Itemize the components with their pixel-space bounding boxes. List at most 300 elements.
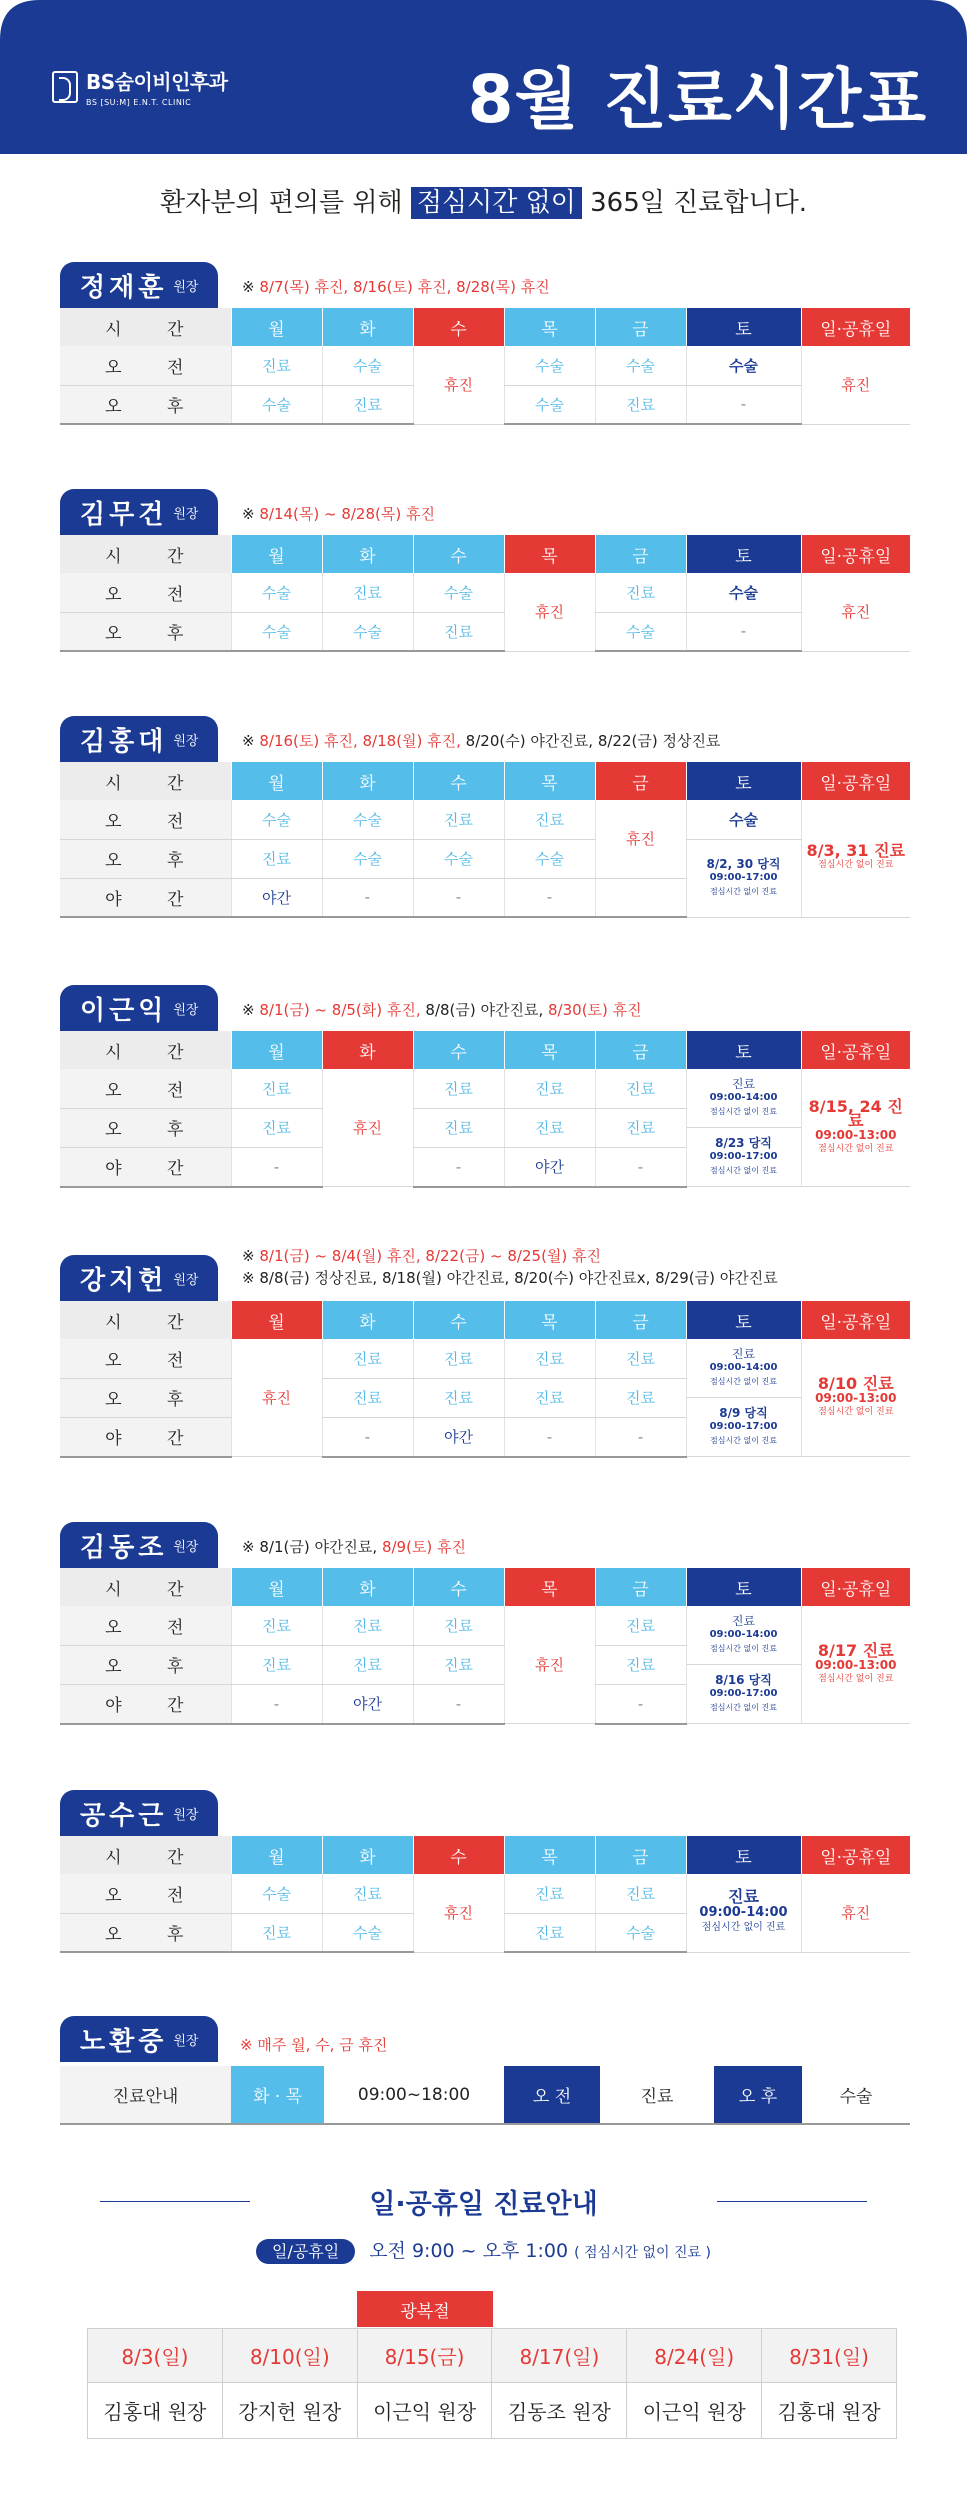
holiday-table (87, 2328, 897, 2439)
cell: 진료 (595, 1378, 686, 1417)
note-mark: ※ (242, 278, 260, 296)
cell: - (413, 1684, 504, 1723)
cell-closed: 휴진 (504, 1606, 595, 1724)
cell: - (686, 612, 801, 651)
cell: 수술 (231, 800, 322, 839)
cell: - (595, 1417, 686, 1456)
doctor-name: 김동조 (80, 1532, 168, 1563)
noh-am-value: 진료 (600, 2066, 714, 2124)
doctor-name: 정재훈 (80, 272, 168, 303)
row-label-night: 야 간 (60, 1417, 231, 1456)
header-sat: 토 (686, 308, 801, 346)
row-label-pm: 오 후 (60, 1108, 231, 1147)
schedule-note (242, 999, 642, 1021)
cell: 진료 (504, 1913, 595, 1952)
schedule-note (242, 1536, 466, 1558)
holiday-hours (0, 2236, 967, 2263)
noh-hours: 09:00~18:00 (324, 2066, 504, 2124)
noh-pm-label: 오 후 (714, 2066, 802, 2124)
holiday-date: 8/31(일) (762, 2329, 897, 2383)
header-thu: 목 (504, 1031, 595, 1069)
row-label-pm: 오 후 (60, 385, 231, 424)
header-mon: 월 (231, 1836, 322, 1874)
sunday-small: 점심시간 없이 진료 (818, 1143, 894, 1154)
note-mark: ※ (242, 1001, 260, 1019)
clinic-logo (52, 66, 228, 107)
header-thu: 목 (504, 1301, 595, 1339)
noh-days: 화 · 목 (231, 2066, 324, 2124)
schedule-note: ※ 매주 월, 수, 금 휴진 (240, 2036, 388, 2054)
header-row (60, 762, 910, 800)
sat-hours: 09:00-14:00 (699, 1905, 788, 1921)
doctor-name: 김무건 (80, 499, 168, 530)
cell: 수술 (322, 1913, 413, 1952)
note-black: 8/8(금) 정상진료, 8/18(월) 야간진료, 8/20(수) 야간진료x, 8/29(금) 야간진료 (259, 1269, 778, 1287)
cell: 수술 (686, 573, 801, 612)
holiday-doctor: 김홍대 원장 (88, 2383, 223, 2439)
header-wed: 수 (413, 535, 504, 573)
schedule-table (60, 535, 910, 652)
header-tue: 화 (322, 1568, 413, 1606)
cell: 진료 (322, 1874, 413, 1913)
header-thu: 목 (504, 535, 595, 573)
note-mark: ※ (242, 732, 260, 750)
header-row (60, 1301, 910, 1339)
schedule-table (60, 1568, 910, 1725)
row-label-pm: 오 후 (60, 1645, 231, 1684)
header-wed: 수 (413, 1568, 504, 1606)
row-label-pm: 오 후 (60, 612, 231, 651)
cell: 진료 (504, 1378, 595, 1417)
cell: - (322, 1417, 413, 1456)
cell-closed: 휴진 (801, 346, 910, 424)
cell: 진료 (413, 800, 504, 839)
schedule-table (60, 1301, 910, 1458)
cell: 진료 (231, 1069, 322, 1108)
header-wed: 수 (413, 762, 504, 800)
doctor-name-tag (60, 1790, 218, 1836)
doctor-name-tag (60, 1255, 218, 1301)
header-wed: 수 (413, 1031, 504, 1069)
cell-sunday (801, 1339, 910, 1457)
cell: 진료 (231, 1606, 322, 1645)
header-fri: 금 (595, 535, 686, 573)
header-fri: 금 (595, 762, 686, 800)
cell: - (231, 1147, 322, 1186)
cell-sunday (801, 800, 910, 917)
cell: - (413, 878, 504, 917)
note-red: 8/16(토) 휴진, 8/18(월) 휴진, (259, 732, 461, 750)
header-wed: 수 (413, 1301, 504, 1339)
row-label-am: 오 전 (60, 800, 231, 839)
doctor-section-kim-mugeon (60, 489, 910, 659)
doctor-name-tag (60, 1522, 218, 1568)
sat-am-small: 점심시간 없이 진료 (710, 1377, 777, 1386)
header-sat: 토 (686, 1836, 801, 1874)
holiday-hours-text: 오전 9:00 ~ 오후 1:00 (369, 2240, 569, 2262)
cell: 진료 (504, 1108, 595, 1147)
cell-closed: 휴진 (231, 1339, 322, 1457)
sat-am-small: 점심시간 없이 진료 (710, 1644, 777, 1653)
holiday-pill: 일/공휴일 (256, 2239, 355, 2264)
schedule-table (60, 308, 910, 425)
intro-pre: 환자분의 편의를 위해 (160, 188, 411, 218)
sat-am-block (687, 1069, 801, 1127)
cell: - (504, 878, 595, 917)
header-fri: 금 (595, 1031, 686, 1069)
cell: 진료 (322, 573, 413, 612)
schedule-note (242, 1245, 601, 1267)
header-thu: 목 (504, 1568, 595, 1606)
note-red: 8/1(금) ~ 8/5(화) 휴진, (259, 1001, 421, 1019)
sat-am-main: 진료 (731, 1077, 756, 1091)
sunday-hours: 09:00-13:00 (815, 1127, 897, 1142)
cell: 진료 (322, 385, 413, 424)
doctor-name: 이근익 (80, 995, 168, 1026)
header-time: 시 간 (60, 535, 231, 573)
cell: 수술 (231, 573, 322, 612)
table-row (60, 1606, 910, 1645)
noh-schedule-table (60, 2066, 910, 2125)
header-fri: 금 (595, 308, 686, 346)
note-red: 8/9(토) 휴진 (381, 1538, 467, 1556)
table-row (60, 1874, 910, 1913)
doctor-section-kang-jiheon (60, 1245, 910, 1467)
cell-closed: 휴진 (595, 800, 686, 878)
cell: 진료 (322, 1339, 413, 1378)
header-sun: 일·공휴일 (801, 762, 910, 800)
header-mon: 월 (231, 762, 322, 800)
sat-am-hours: 09:00-14:00 (709, 1362, 778, 1373)
cell: 진료 (231, 1913, 322, 1952)
doctor-title: 원장 (173, 733, 199, 749)
header-sat: 토 (686, 1301, 801, 1339)
cell-saturday (686, 1606, 801, 1724)
header-sun: 일·공휴일 (801, 1031, 910, 1069)
cell: 진료 (413, 1606, 504, 1645)
sunday-small: 점심시간 없이 진료 (818, 860, 894, 871)
cell: - (322, 878, 413, 917)
doctor-name-tag (60, 985, 218, 1031)
doctor-section-gong-sugeun (60, 1790, 910, 1960)
header-mon: 월 (231, 1301, 322, 1339)
holiday-doctor: 이근익 원장 (627, 2383, 762, 2439)
intro-highlight: 점심시간 없이 (411, 187, 582, 219)
cell-closed: 휴진 (504, 573, 595, 651)
header-wed: 수 (413, 308, 504, 346)
cell-closed: 휴진 (413, 1874, 504, 1952)
note-red: 8/30(토) 휴진 (548, 1001, 642, 1019)
schedule-table (60, 1836, 910, 1953)
sat-am-block (687, 1339, 801, 1397)
header-sun: 일·공휴일 (801, 1836, 910, 1874)
sat-pm-block (687, 1397, 801, 1456)
table-row (60, 1339, 910, 1378)
header-thu: 목 (504, 1836, 595, 1874)
cell: 진료 (595, 1606, 686, 1645)
doctor-name: 노환중 (80, 2026, 168, 2057)
cell: - (595, 1147, 686, 1186)
header-time: 시 간 (60, 762, 231, 800)
sunday-hours: 09:00-13:00 (815, 1390, 897, 1405)
doctor-title: 원장 (173, 279, 199, 295)
cell-night: 야간 (231, 878, 322, 917)
header-wed: 수 (413, 1836, 504, 1874)
sat-am-hours: 09:00-14:00 (709, 1092, 778, 1103)
doctor-title: 원장 (173, 1272, 199, 1288)
logo-mark-icon (52, 71, 78, 103)
sat-pm-hours: 09:00-17:00 (709, 1688, 778, 1699)
header-tue: 화 (322, 762, 413, 800)
sat-am-small: 점심시간 없이 진료 (710, 1107, 777, 1116)
doctor-name: 공수근 (80, 1800, 168, 1831)
cell: 진료 (231, 346, 322, 385)
schedule-note-2 (242, 1267, 778, 1289)
note-text: 8/7(목) 휴진, 8/16(토) 휴진, 8/28(목) 휴진 (259, 278, 550, 296)
sat-am-block (687, 1606, 801, 1664)
cell: - (595, 1684, 686, 1723)
holiday-date: 8/15(금) (357, 2329, 492, 2383)
cell: 수술 (322, 612, 413, 651)
cell: 진료 (504, 1874, 595, 1913)
sunday-main: 8/10 진료 (817, 1373, 894, 1393)
table-row (60, 612, 910, 651)
header-thu: 목 (504, 308, 595, 346)
cell: 수술 (413, 573, 504, 612)
row-label-am: 오 전 (60, 346, 231, 385)
cell: 진료 (231, 839, 322, 878)
sat-main: 진료 (728, 1887, 759, 1907)
header-fri: 금 (595, 1301, 686, 1339)
schedule-note (242, 276, 550, 298)
header-time: 시 간 (60, 1568, 231, 1606)
header-time: 시 간 (60, 1031, 231, 1069)
note-mark: ※ (242, 1269, 260, 1287)
liberation-day-badge: 광복절 (357, 2291, 493, 2327)
header-row (60, 1836, 910, 1874)
schedule-note (242, 503, 435, 525)
cell: - (231, 1684, 322, 1723)
sat-duty-small: 점심시간 없이 진료 (710, 887, 777, 896)
doctor-title: 원장 (173, 506, 199, 522)
doctor-name-tag (60, 262, 218, 308)
header-tue: 화 (322, 1301, 413, 1339)
row-label-night: 야 간 (60, 1147, 231, 1186)
header-sat: 토 (686, 762, 801, 800)
noh-label: 진료안내 (60, 2066, 231, 2124)
sat-pm-small: 점심시간 없이 진료 (710, 1436, 777, 1445)
sat-pm-hours: 09:00-17:00 (709, 1421, 778, 1432)
cell-empty (595, 878, 686, 917)
header-sun: 일·공휴일 (801, 1301, 910, 1339)
header-sun: 일·공휴일 (801, 535, 910, 573)
header-fri: 금 (595, 1836, 686, 1874)
row-label-pm: 오 후 (60, 1913, 231, 1952)
cell-saturday (686, 1339, 801, 1457)
doctor-section-jung (60, 262, 910, 432)
cell: 수술 (595, 1913, 686, 1952)
clinic-subname: BS [SU:M] E.N.T. CLINIC (86, 98, 192, 107)
doctor-title: 원장 (173, 1807, 199, 1823)
holiday-doctor: 이근익 원장 (357, 2383, 492, 2439)
cell: 진료 (504, 1069, 595, 1108)
holiday-date: 8/17(일) (492, 2329, 627, 2383)
cell: 진료 (595, 1069, 686, 1108)
cell-night: 야간 (322, 1684, 413, 1723)
doctor-name: 김홍대 (80, 726, 168, 757)
cell: 수술 (322, 800, 413, 839)
doctor-title: 원장 (173, 1539, 199, 1555)
note-text: 8/14(목) ~ 8/28(목) 휴진 (259, 505, 435, 523)
table-row (60, 800, 910, 839)
row-label-am: 오 전 (60, 573, 231, 612)
cell: 진료 (504, 1339, 595, 1378)
cell-saturday (686, 1874, 801, 1952)
sunday-small: 점심시간 없이 진료 (818, 1406, 894, 1417)
cell-night: 야간 (504, 1147, 595, 1186)
clinic-name: BS숨이비인후과 (86, 70, 228, 94)
cell: 진료 (595, 385, 686, 424)
cell: 진료 (595, 1108, 686, 1147)
cell: 수술 (322, 346, 413, 385)
cell-saturday (686, 1069, 801, 1187)
sunday-hours: 09:00-13:00 (815, 1657, 897, 1672)
cell-sunday (801, 1069, 910, 1187)
sunday-main: 8/15, 24 진료 (808, 1096, 903, 1130)
holiday-doctor: 김동조 원장 (492, 2383, 627, 2439)
sat-pm-main: 8/9 당직 (719, 1406, 768, 1420)
cell: 진료 (413, 1108, 504, 1147)
noh-am-label: 오 전 (504, 2066, 600, 2124)
sat-pm-hours: 09:00-17:00 (709, 1151, 778, 1162)
cell: 수술 (413, 839, 504, 878)
page-title: 8월 진료시간표 (467, 61, 927, 138)
cell: 진료 (231, 1108, 322, 1147)
header-time: 시 간 (60, 1301, 231, 1339)
sunday-small: 점심시간 없이 진료 (818, 1673, 894, 1684)
note-mark: ※ (242, 505, 260, 523)
row-label-night: 야 간 (60, 878, 231, 917)
holiday-doctor: 김홍대 원장 (762, 2383, 897, 2439)
cell-closed: 휴진 (413, 346, 504, 424)
cell: 진료 (322, 1606, 413, 1645)
doctor-name-tag (60, 489, 218, 535)
sat-pm-block (687, 1664, 801, 1723)
cell: 진료 (595, 1339, 686, 1378)
cell-closed: 휴진 (322, 1069, 413, 1187)
table-row (60, 1069, 910, 1108)
cell: 진료 (322, 1378, 413, 1417)
header-tue: 화 (322, 308, 413, 346)
holiday-title-block (100, 2182, 867, 2222)
header-mon: 월 (231, 1568, 322, 1606)
cell: 수술 (504, 346, 595, 385)
doctor-section-kim-hongdae (60, 716, 910, 928)
cell: 수술 (504, 385, 595, 424)
cell-night: 야간 (413, 1417, 504, 1456)
cell: 진료 (595, 1874, 686, 1913)
header-sat: 토 (686, 1568, 801, 1606)
cell: 수술 (231, 1874, 322, 1913)
cell-sunday (801, 1606, 910, 1724)
cell: 진료 (322, 1645, 413, 1684)
sat-pm-main: 8/23 당직 (715, 1136, 772, 1150)
holiday-date: 8/3(일) (88, 2329, 223, 2383)
schedule-note (242, 730, 720, 752)
header-fri: 금 (595, 1568, 686, 1606)
note-black: 8/20(수) 야간진료, 8/22(금) 정상진료 (460, 732, 721, 750)
sat-duty-main: 8/2, 30 당직 (706, 857, 781, 871)
cell: 수술 (231, 385, 322, 424)
sunday-main: 8/17 진료 (817, 1640, 894, 1660)
cell-saturday-duty (686, 839, 801, 917)
schedule-table (60, 1031, 910, 1188)
cell-closed: 휴진 (801, 573, 910, 651)
note-mark: ※ (242, 1247, 260, 1265)
note-black: 8/1(금) 야간진료, (259, 1538, 382, 1556)
schedule-table (60, 762, 910, 918)
cell: 진료 (595, 1645, 686, 1684)
sat-am-main: 진료 (731, 1347, 756, 1361)
table-row (60, 346, 910, 385)
sat-pm-main: 8/16 당직 (715, 1673, 772, 1687)
sat-small: 점심시간 없이 진료 (701, 1922, 786, 1934)
cell-closed: 휴진 (801, 1874, 910, 1952)
header-sat: 토 (686, 535, 801, 573)
header-row (60, 308, 910, 346)
header-sun: 일·공휴일 (801, 308, 910, 346)
doctor-section-lee-geunik (60, 985, 910, 1197)
cell: 수술 (504, 839, 595, 878)
doctor-name: 강지헌 (80, 1265, 168, 1296)
note-red: 8/1(금) ~ 8/4(월) 휴진, 8/22(금) ~ 8/25(월) 휴진 (259, 1247, 602, 1265)
table-row (60, 2066, 910, 2124)
sat-pm-small: 점심시간 없이 진료 (710, 1166, 777, 1175)
doctor-title: 원장 (173, 1002, 199, 1018)
cell: 수술 (595, 346, 686, 385)
row-label-am: 오 전 (60, 1339, 231, 1378)
header-row (60, 1031, 910, 1069)
doctor-section-kim-dongjo (60, 1522, 910, 1734)
noh-pm-value: 수술 (802, 2066, 910, 2124)
cell: - (413, 1147, 504, 1186)
holiday-note: ( 점심시간 없이 진료 ) (574, 2245, 711, 2261)
table-row (60, 573, 910, 612)
intro-post: 365일 진료합니다. (581, 188, 807, 218)
header-tue: 화 (322, 535, 413, 573)
holiday-date: 8/24(일) (627, 2329, 762, 2383)
row-label-am: 오 전 (60, 1874, 231, 1913)
cell: - (504, 1417, 595, 1456)
sat-duty-hours: 09:00-17:00 (709, 872, 778, 883)
doctor-section-noh-hwanjung (60, 2016, 910, 2126)
page-header (0, 0, 967, 154)
cell: - (686, 385, 801, 424)
doctor-title: 원장 (173, 2033, 199, 2049)
header-time: 시 간 (60, 308, 231, 346)
header-sun: 일·공휴일 (801, 1568, 910, 1606)
cell: 진료 (595, 573, 686, 612)
cell: 수술 (231, 612, 322, 651)
header-mon: 월 (231, 1031, 322, 1069)
cell: 수술 (686, 346, 801, 385)
sat-am-main: 진료 (731, 1614, 756, 1628)
row-label-am: 오 전 (60, 1069, 231, 1108)
sat-pm-block (687, 1127, 801, 1186)
sat-pm-small: 점심시간 없이 진료 (710, 1703, 777, 1712)
header-row (60, 535, 910, 573)
row-label-pm: 오 후 (60, 1378, 231, 1417)
